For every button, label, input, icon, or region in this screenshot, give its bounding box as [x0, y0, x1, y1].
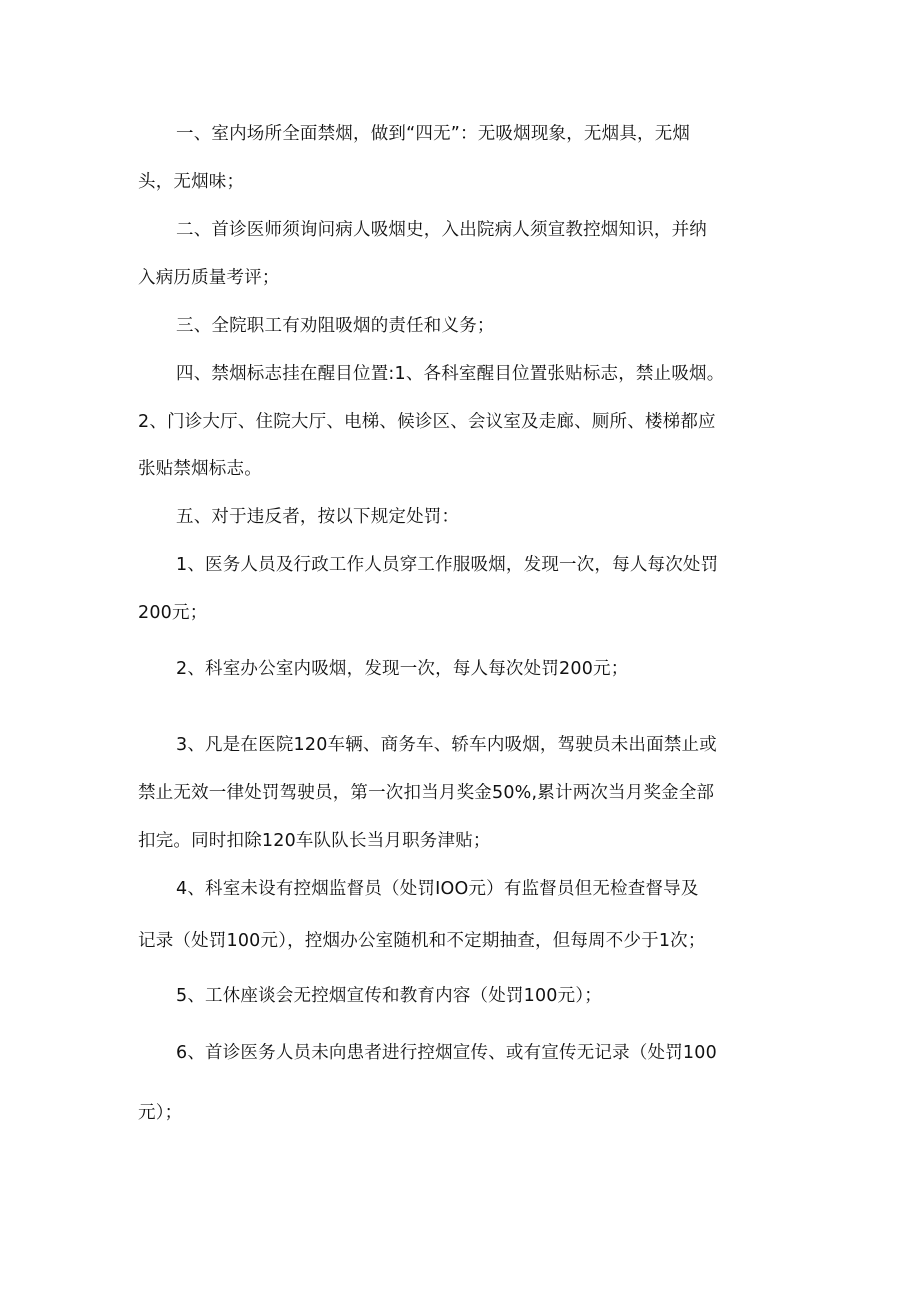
paragraph-3-line-1: 三、全院职工有劝阻吸烟的责任和义务； — [176, 316, 495, 336]
paragraph-2-line-2: 入病历质量考评； — [138, 268, 280, 288]
paragraph-8-line-3: 扣完。同时扣除120车队队长当月职务津贴； — [138, 831, 491, 851]
paragraph-1-line-2: 头，无烟味； — [138, 172, 245, 192]
paragraph-11-line-2: 元）； — [138, 1103, 183, 1123]
paragraph-6-line-2: 200元； — [138, 603, 208, 623]
paragraph-7-line-1: 2、科室办公室内吸烟，发现一次，每人每次处罚200元； — [176, 659, 629, 679]
paragraph-4-line-2: 2、门诊大厅、住院大厅、电梯、候诊区、会议室及走廊、厕所、楼梯都应 — [138, 412, 716, 432]
paragraph-8-line-1: 3、凡是在医院120车辆、商务车、轿车内吸烟，驾驶员未出面禁止或 — [176, 735, 717, 755]
paragraph-5-line-1: 五、对于违反者，按以下规定处罚： — [176, 507, 460, 527]
paragraph-2-line-1: 二、首诊医师须询问病人吸烟史，入出院病人须宣教控烟知识，并纳 — [176, 220, 707, 240]
paragraph-4-line-3: 张贴禁烟标志。 — [138, 459, 262, 479]
paragraph-10-line-1: 5、工休座谈会无控烟宣传和教育内容（处罚100元）； — [176, 986, 602, 1006]
paragraph-6-line-1: 1、医务人员及行政工作人员穿工作服吸烟，发现一次，每人每次处罚 — [176, 555, 719, 575]
paragraph-1-line-1: 一、室内场所全面禁烟，做到“四无”：无吸烟现象，无烟具，无烟 — [176, 124, 691, 144]
paragraph-11-line-1: 6、首诊医务人员未向患者进行控烟宣传、或有宣传无记录（处罚100 — [176, 1043, 717, 1063]
paragraph-8-line-2: 禁止无效一律处罚驾驶员，第一次扣当月奖金50%,累计两次当月奖金全部 — [138, 783, 715, 803]
paragraph-9-line-1: 4、科室未设有控烟监督员（处罚IOO元）有监督员但无检查督导及 — [176, 879, 699, 899]
paragraph-4-line-1: 四、禁烟标志挂在醒目位置:1、各科室醒目位置张贴标志，禁止吸烟。 — [176, 364, 725, 384]
paragraph-9-line-2: 记录（处罚100元），控烟办公室随机和不定期抽查，但每周不少于1次； — [138, 931, 706, 951]
